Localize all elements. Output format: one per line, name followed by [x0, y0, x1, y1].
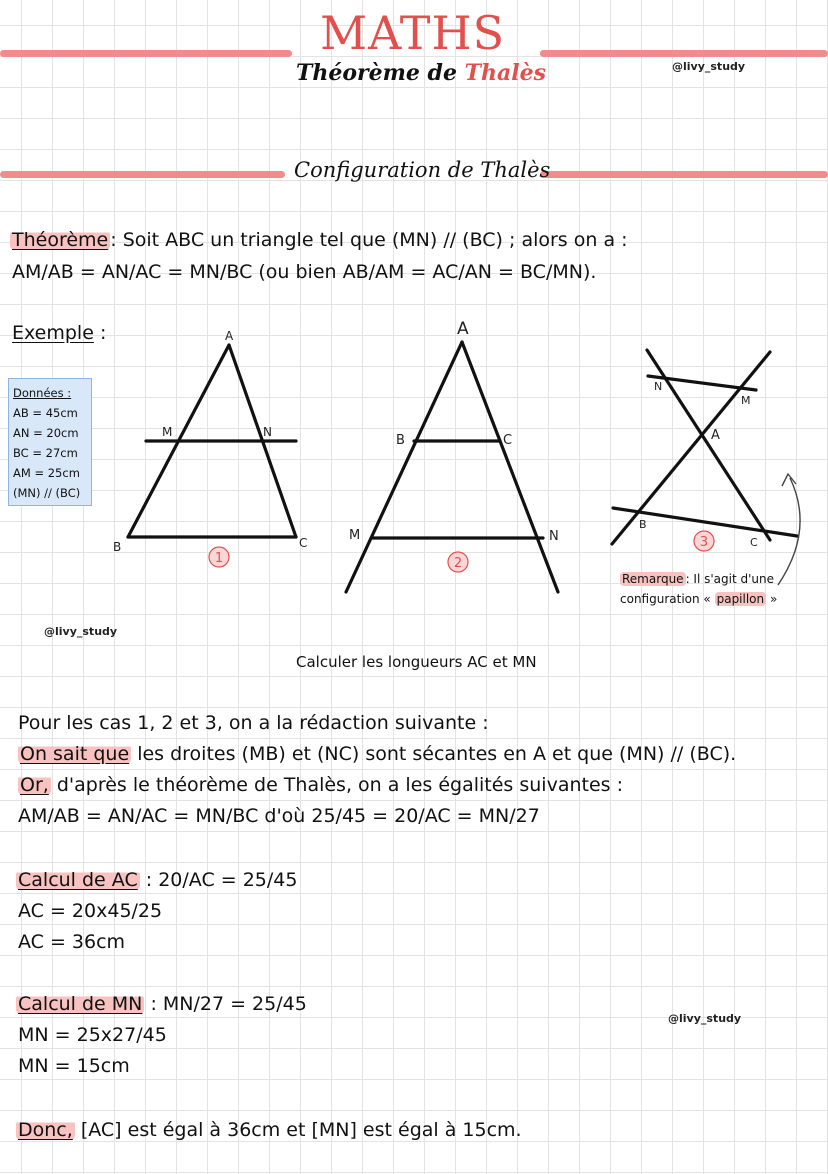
calc-mn-step-2: MN = 15cm: [18, 1055, 130, 1077]
fig1-label-A: A: [225, 329, 234, 343]
fig2-label-M: M: [349, 528, 361, 543]
handle-low: @livy_study: [668, 1012, 742, 1025]
fig2-label-B: B: [396, 433, 405, 448]
conclusion-line: [16, 1119, 522, 1141]
remark-arrow-head: [782, 474, 796, 486]
calc-ac-line: [16, 869, 297, 891]
remark-text-2-hl: papillon: [716, 592, 765, 606]
fig2-line-AM: [346, 342, 462, 592]
fig2-label-A: A: [457, 319, 469, 339]
donnees-item: BC = 27cm: [13, 446, 78, 460]
remark-line-1: [620, 572, 774, 586]
fig3-label-N: N: [654, 380, 663, 393]
redaction-line-2-hl: Or,: [20, 774, 49, 796]
redaction-line-3: AM/AB = AN/AC = MN/BC d'où 25/45 = 20/AC = MN/27: [18, 805, 540, 827]
redaction-line-1: [18, 743, 736, 765]
calc-mn-line: [16, 993, 307, 1015]
fig3-label-C: C: [750, 536, 758, 549]
remark-label: Remarque: [622, 572, 684, 586]
handle-mid: @livy_study: [44, 625, 118, 638]
theorem-line-2: AM/AB = AN/AC = MN/BC (ou bien AB/AM = AC/AN = BC/MN).: [12, 261, 597, 283]
redaction-line-2: [18, 774, 623, 796]
example-label: Exemple: [12, 322, 94, 344]
instruction: Calculer les longueurs AC et MN: [296, 653, 537, 671]
donnees-item: AB = 45cm: [13, 406, 78, 420]
fig3-number: 3: [699, 535, 709, 550]
fig1-label-N: N: [263, 425, 272, 439]
fig3-label-B: B: [639, 518, 647, 531]
section-title: Configuration de Thalès: [294, 158, 551, 182]
remark-line-2: [620, 592, 777, 606]
conclusion-label: Donc,: [18, 1119, 73, 1141]
remark-text-2-pre: configuration «: [620, 592, 711, 606]
calc-mn-step-1: MN = 25x27/45: [18, 1024, 167, 1046]
donnees-item: (MN) // (BC): [13, 486, 81, 500]
donnees-item: AN = 20cm: [13, 426, 79, 440]
calc-ac-step-2: AC = 36cm: [18, 931, 126, 953]
calc-mn-label: Calcul de MN: [18, 993, 143, 1015]
theorem-text-1: : Soit ABC un triangle tel que (MN) // (BC) ; alors on a :: [110, 229, 628, 251]
fig3-label-M: M: [741, 394, 751, 407]
subtitle-name: Thalès: [464, 60, 546, 86]
conclusion-rest: [AC] est égal à 36cm et [MN] est égal à 15cm.: [80, 1119, 522, 1141]
calc-ac-step-1: AC = 20x45/25: [18, 900, 163, 922]
fig1-label-M: M: [162, 425, 173, 439]
fig1-label-B: B: [113, 540, 122, 554]
fig3-label-A: A: [711, 428, 720, 443]
redaction-line-1-rest: les droites (MB) et (NC) sont sécantes en A et que (MN) // (BC).: [137, 743, 737, 765]
fig1-number: 1: [214, 551, 224, 566]
redaction-line-1-hl: On sait que: [20, 743, 130, 765]
theorem-label: Théorème: [12, 229, 109, 251]
redaction-line-2-rest: d'après le théorème de Thalès, on a les égalités suivantes :: [56, 774, 623, 796]
redaction-intro: Pour les cas 1, 2 et 3, on a la rédaction suivante :: [18, 712, 489, 734]
calc-ac-label: Calcul de AC: [18, 869, 138, 891]
subtitle-prefix: Théorème de: [296, 60, 457, 86]
calc-mn-rest: : MN/27 = 25/45: [150, 993, 307, 1015]
page-title: MATHS: [320, 6, 506, 60]
fig2-label-C: C: [503, 433, 513, 448]
fig2-label-N: N: [549, 529, 559, 544]
fig1-label-C: C: [299, 536, 308, 550]
donnees-title: Données :: [13, 386, 72, 400]
fig2-number: 2: [453, 556, 463, 571]
fig2-line-AN: [462, 342, 558, 592]
remark-text-2-post: »: [769, 592, 778, 606]
remark-arrow: [778, 478, 800, 585]
handle-top: @livy_study: [672, 60, 746, 73]
example-colon: :: [99, 322, 107, 344]
remark-text-1: : Il s'agit d'une: [685, 572, 774, 586]
donnees-item: AM = 25cm: [13, 466, 80, 480]
calc-ac-rest: : 20/AC = 25/45: [145, 869, 298, 891]
fig3-line-NM: [648, 376, 756, 390]
